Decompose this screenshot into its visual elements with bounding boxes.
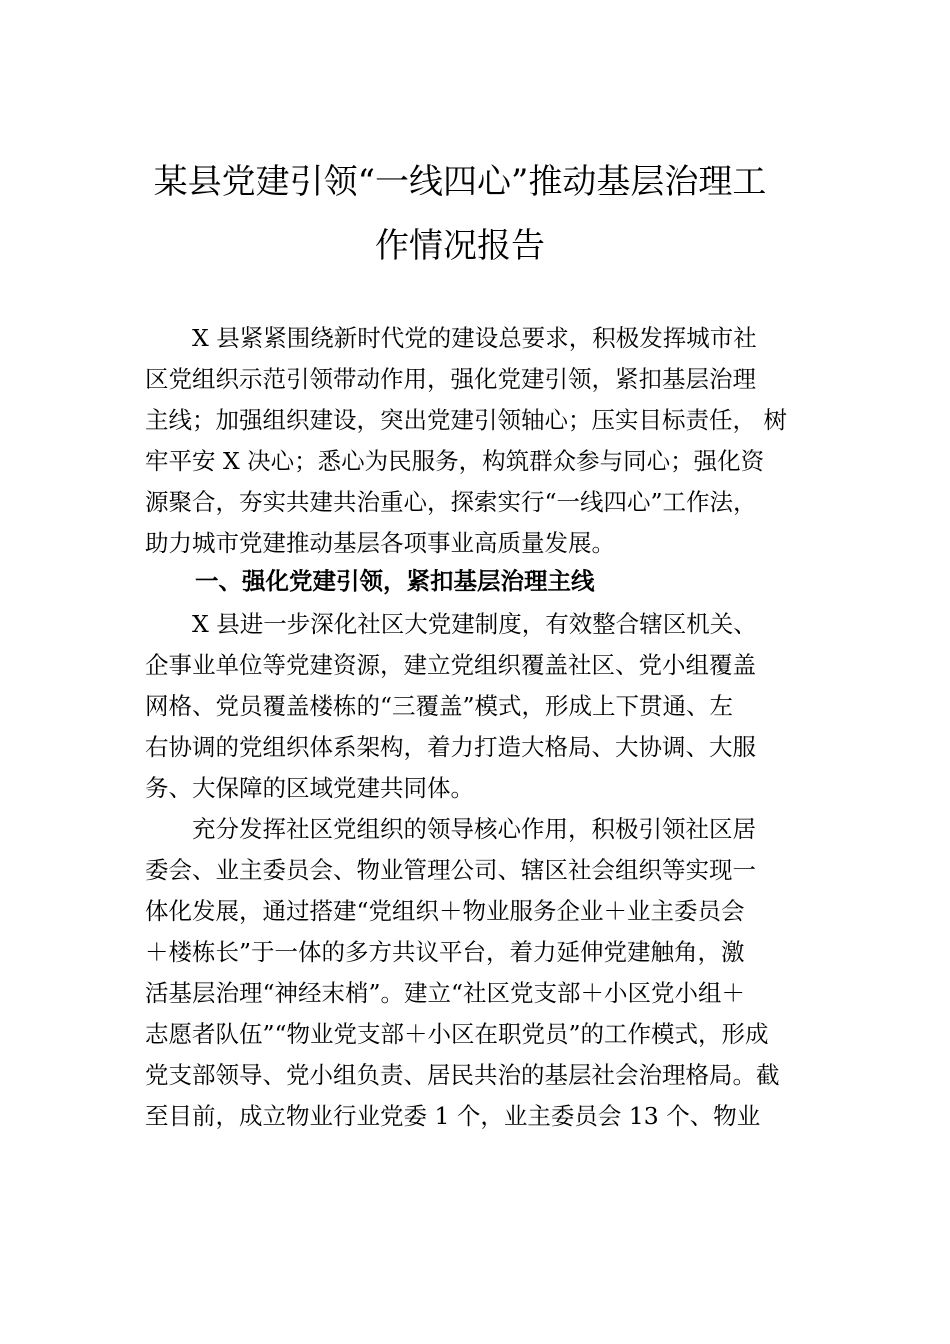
document-title-line-2: 作情况报告 [375, 226, 545, 266]
paragraph-1-line-4: 牢平安 X 决心；悉心为民服务，构筑群众参与同心；强化资 [145, 447, 765, 475]
paragraph-3-line-2: 委会、业主委员会、物业管理公司、辖区社会组织等实现一 [145, 856, 756, 884]
paragraph-2-line-2: 企事业单位等党建资源，建立党组织覆盖社区、党小组覆盖 [145, 651, 756, 679]
paragraph-1-line-3: 主线；加强组织建设，突出党建引领轴心；压实目标责任， 树 [145, 406, 787, 434]
paragraph-2-line-3: 网格、党员覆盖楼栋的“三覆盖”模式，形成上下贯通、左 [145, 692, 734, 720]
paragraph-2-line-1: X 县进一步深化社区大党建制度，有效整合辖区机关、 [145, 610, 757, 638]
document-title-line-1: 某县党建引领“一线四心”推动基层治理工 [153, 162, 767, 202]
paragraph-1-line-1: X 县紧紧围绕新时代党的建设总要求，积极发挥城市社 [145, 324, 757, 352]
paragraph-1-line-5: 源聚合，夯实共建共治重心，探索实行“一线四心”工作法， [145, 488, 757, 516]
paragraph-3-line-6: 志愿者队伍”“物业党支部＋小区在职党员”的工作模式，形成 [145, 1020, 769, 1048]
paragraph-3-line-3: 体化发展，通过搭建“党组织＋物业服务企业＋业主委员会 [145, 897, 745, 925]
paragraph-3-line-7: 党支部领导、党小组负责、居民共治的基层社会治理格局。截 [145, 1061, 780, 1089]
paragraph-3-line-8: 至目前，成立物业行业党委 1 个，业主委员会 13 个、物业 [145, 1102, 761, 1130]
paragraph-1-line-2: 区党组织示范引领带动作用，强化党建引领，紧扣基层治理 [145, 365, 756, 393]
paragraph-3-line-1: 充分发挥社区党组织的领导核心作用，积极引领社区居 [145, 815, 756, 843]
paragraph-2-line-5: 务、大保障的区域党建共同体。 [145, 774, 474, 802]
paragraph-3-line-4: ＋楼栋长”于一体的多方共议平台，着力延伸党建触角，激 [145, 938, 745, 966]
paragraph-2-line-4: 右协调的党组织体系架构，着力打造大格局、大协调、大服 [145, 733, 756, 761]
section-heading-1: 一、强化党建引领，紧扣基层治理主线 [195, 567, 595, 595]
paragraph-1-line-6: 助力城市党建推动基层各项事业高质量发展。 [145, 529, 615, 557]
paragraph-3-line-5: 活基层治理“神经末梢”。建立“社区党支部＋小区党小组＋ [145, 979, 746, 1007]
